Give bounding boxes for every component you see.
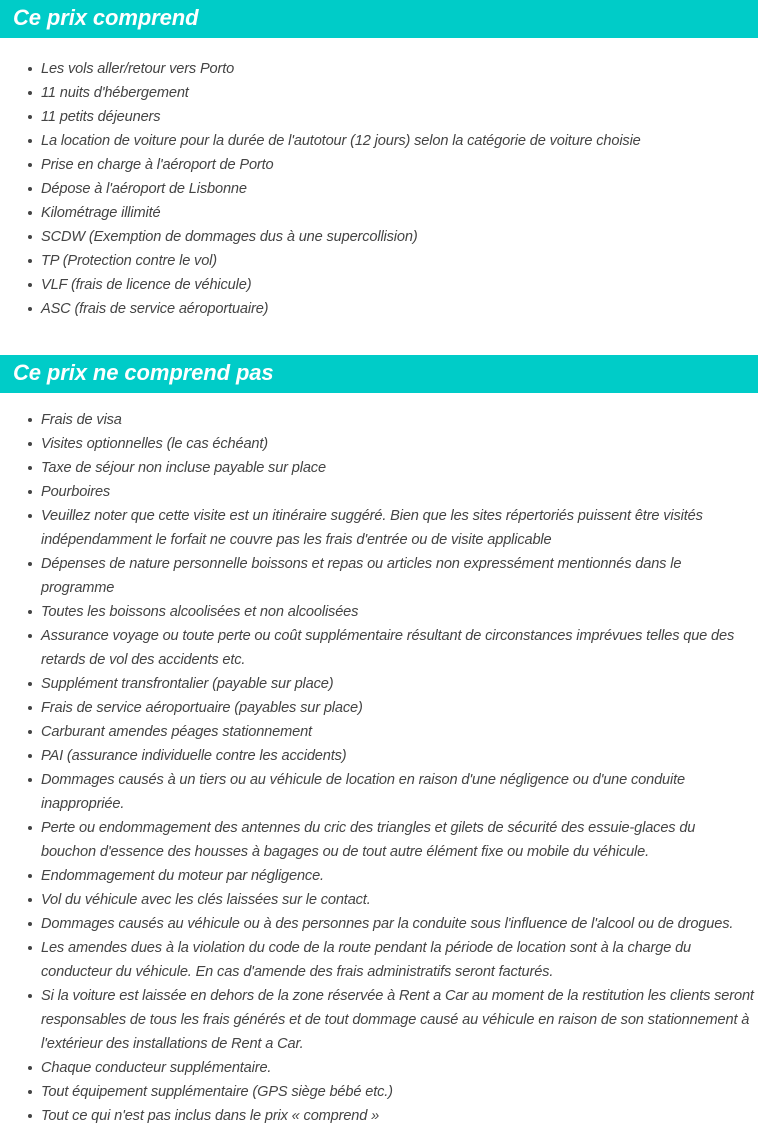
section-not-included: [0, 355, 758, 1128]
list-item: Les vols aller/retour vers Porto: [0, 57, 758, 81]
list-item: VLF (frais de licence de véhicule): [0, 273, 758, 297]
list-item: Taxe de séjour non incluse payable sur place: [0, 456, 758, 480]
list-item: 11 nuits d'hébergement: [0, 81, 758, 105]
section-header-included: Ce prix comprend: [0, 0, 758, 38]
list-item: Dépenses de nature personnelle boissons et repas ou articles non expressément mentionnés dans le programme: [0, 552, 758, 600]
section-body-included: [0, 57, 758, 321]
not-included-list: [0, 408, 758, 1128]
list-item: Endommagement du moteur par négligence.: [0, 864, 758, 888]
section-body-not-included: [0, 408, 758, 1128]
list-item: TP (Protection contre le vol): [0, 249, 758, 273]
list-item: Frais de visa: [0, 408, 758, 432]
list-item: Perte ou endommagement des antennes du cric des triangles et gilets de sécurité des essuie-glaces du bouchon d'essence des housses à bagages ou de tout autre élément fixe ou mobile du véhicule.: [0, 816, 758, 864]
list-item: Si la voiture est laissée en dehors de la zone réservée à Rent a Car au moment de la restitution les clients seront responsables de tous les frais générés et de tout dommage causé au véhicule en raison de son stationnement à l'extérieur des installations de Rent a Car.: [0, 984, 758, 1056]
spacer-between-sections: [0, 321, 758, 355]
section-header-not-included: Ce prix ne comprend pas: [0, 355, 758, 393]
list-item: ASC (frais de service aéroportuaire): [0, 297, 758, 321]
list-item: Toutes les boissons alcoolisées et non alcoolisées: [0, 600, 758, 624]
list-item: 11 petits déjeuners: [0, 105, 758, 129]
list-item: Dommages causés au véhicule ou à des personnes par la conduite sous l'influence de l'alcool ou de drogues.: [0, 912, 758, 936]
list-item: La location de voiture pour la durée de l'autotour (12 jours) selon la catégorie de voiture choisie: [0, 129, 758, 153]
list-item: PAI (assurance individuelle contre les accidents): [0, 744, 758, 768]
section-included: [0, 0, 758, 321]
list-item: Kilométrage illimité: [0, 201, 758, 225]
list-item: Tout équipement supplémentaire (GPS siège bébé etc.): [0, 1080, 758, 1104]
list-item: Les amendes dues à la violation du code de la route pendant la période de location sont à la charge du conducteur du véhicule. En cas d'amende des frais administratifs seront facturés.: [0, 936, 758, 984]
list-item: Frais de service aéroportuaire (payables sur place): [0, 696, 758, 720]
list-item: Prise en charge à l'aéroport de Porto: [0, 153, 758, 177]
list-item: SCDW (Exemption de dommages dus à une supercollision): [0, 225, 758, 249]
list-item: Carburant amendes péages stationnement: [0, 720, 758, 744]
list-item: Veuillez noter que cette visite est un itinéraire suggéré. Bien que les sites répertoriés puissent être visités indépendamment le forfait ne couvre pas les frais d'entrée ou de visite applicable: [0, 504, 758, 552]
list-item: Visites optionnelles (le cas échéant): [0, 432, 758, 456]
list-item: Vol du véhicule avec les clés laissées sur le contact.: [0, 888, 758, 912]
included-list: [0, 57, 758, 321]
list-item: Tout ce qui n'est pas inclus dans le prix « comprend »: [0, 1104, 758, 1128]
list-item: Pourboires: [0, 480, 758, 504]
list-item: Dommages causés à un tiers ou au véhicule de location en raison d'une négligence ou d'une conduite inappropriée.: [0, 768, 758, 816]
list-item: Dépose à l'aéroport de Lisbonne: [0, 177, 758, 201]
spacer-after-not-included-header: [0, 393, 758, 408]
list-item: Chaque conducteur supplémentaire.: [0, 1056, 758, 1080]
list-item: Supplément transfrontalier (payable sur place): [0, 672, 758, 696]
spacer-after-included-header: [0, 38, 758, 57]
list-item: Assurance voyage ou toute perte ou coût supplémentaire résultant de circonstances imprévues telles que des retards de vol des accidents etc.: [0, 624, 758, 672]
